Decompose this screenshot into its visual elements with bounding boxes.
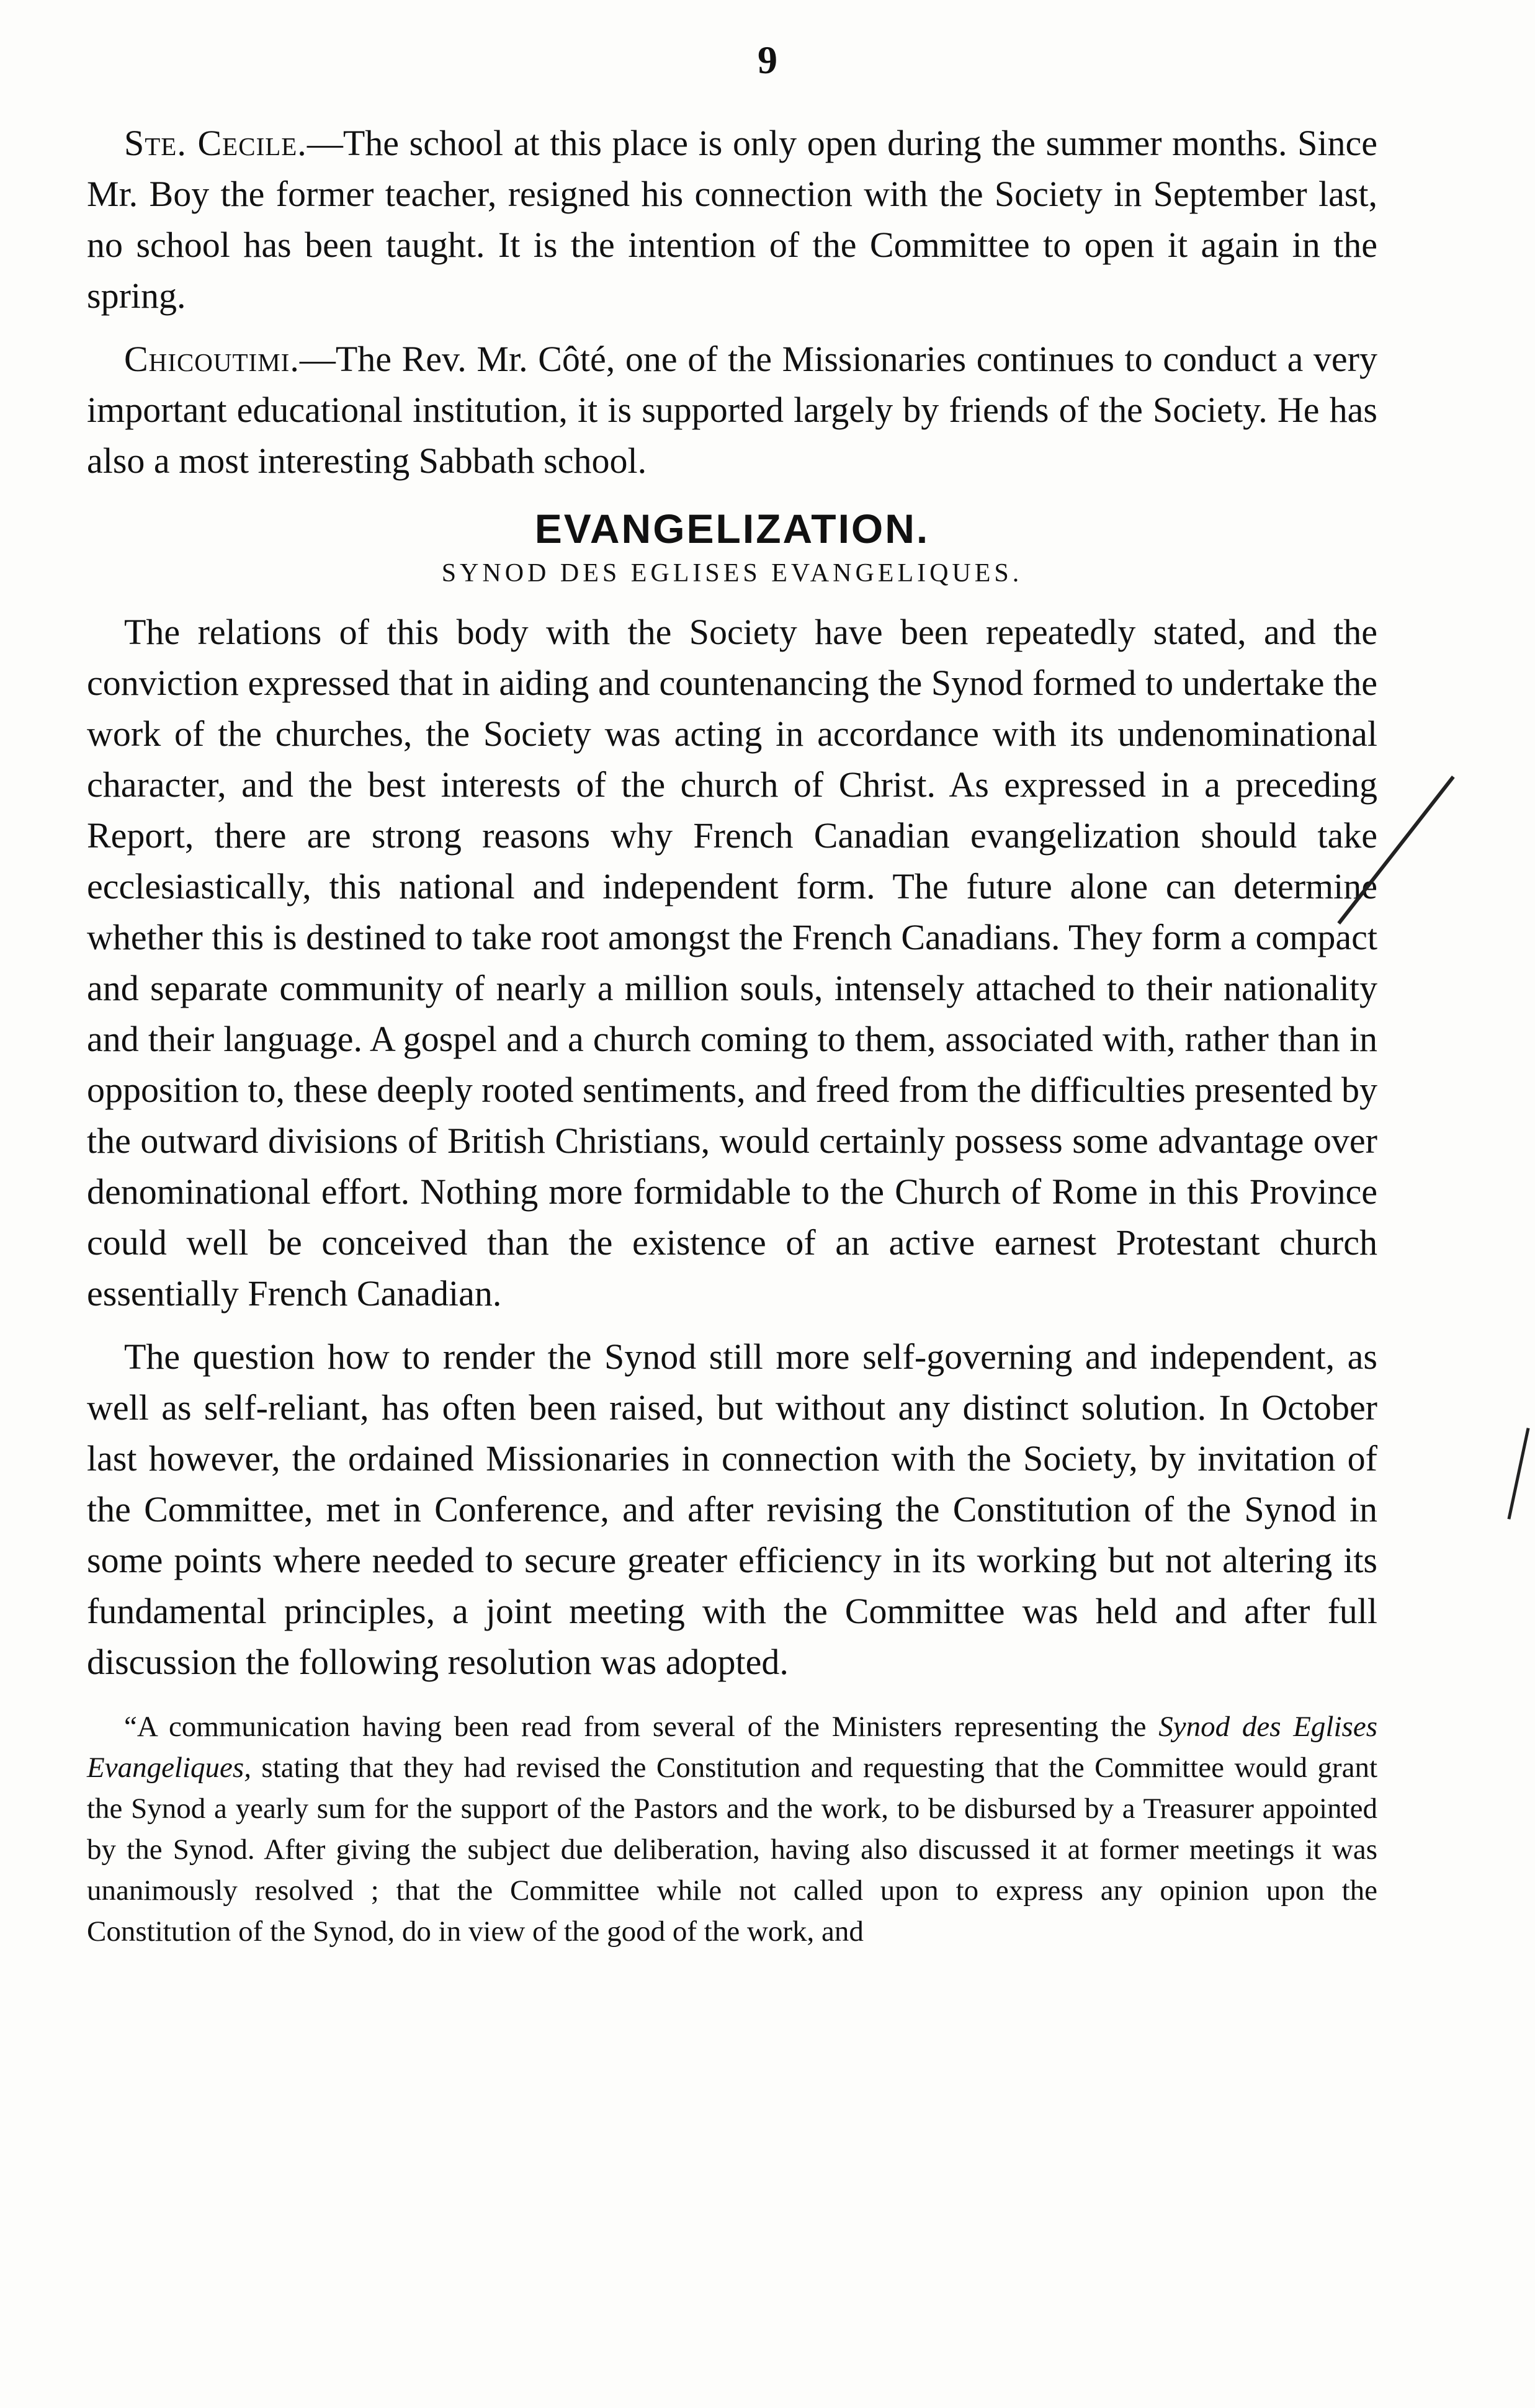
quote-after: stating that they had revised the Constitution and requesting that the Committee would grant the Synod a yearly sum for the support of the Pastors and the work, to be disbursed by a Treasurer appointed by the Synod. After giving the subject due deliberation, having also discussed it at former meetings it was unanimously resolved ; that the Committee while not called upon to express any opinion upon the Constitution of the Synod, do in view of the good of the work, and (87, 1752, 1377, 1948)
margin-pen-stroke-lower (1507, 1428, 1529, 1520)
chicoutimi-paragraph (87, 334, 1377, 486)
text-column (87, 118, 1377, 1981)
ste-cecile-lead: Ste. Cecile. (124, 123, 307, 163)
quote-italic-synod: Synod des Eglises Evangeliques, (87, 1711, 1377, 1784)
body-paragraph-relations: The relations of this body with the Society have been repeatedly stated, and the conviction expressed that in aiding and countenancing the Synod formed to undertake the work of the churches, the Society was acting in accordance with its undenominational character, and the best interests of the church of Christ. As expressed in a preceding Report, there are strong reasons why French Canadian evangelization should take ecclesiastically, this national and independent form. The future alone can determine whether this is destined to take root amongst the French Canadians. They form a compact and separate community of nearly a million souls, intensely attached to their nationality and their language. A gospel and a church coming to them, associated with, rather than in opposition to, these deeply rooted sentiments, and freed from the difficulties presented by the outward divisions of British Christians, would certainly possess some advantage over denominational effort. Nothing more formidable to the Church of Rome in this Province could well be conceived than the existence of an active earnest Protestant church essentially French Canadian. (87, 612, 1377, 1314)
page-number: 9 (758, 38, 777, 82)
ste-cecile-body: —The school at this place is only open during the summer months. Since Mr. Boy the former teacher, resigned his connection with the Society in September last, no school has been taught. It is the intention of the Committee to open it again in the spring. (87, 123, 1377, 316)
body-paragraph-question: The question how to render the Synod still more self-governing and independent, as well as self-reliant, has often been raised, but without any distinct solution. In October last however, the ordained Missionaries in connection with the Society, by invitation of the Committee, met in Conference, and after revising the Constitution of the Synod in some points where needed to secure greater efficiency in its working but not altering its fundamental principles, a joint meeting with the Committee was held and after full discussion the following resolution was adopted. (87, 1336, 1377, 1682)
quote-before: “A communication having been read from several of the Ministers representing the (124, 1711, 1159, 1743)
section-subheading: SYNOD DES EGLISES EVANGELIQUES. (441, 559, 1023, 588)
chicoutimi-lead: Chicoutimi. (124, 339, 300, 379)
resolution-quote (87, 1706, 1377, 1952)
chicoutimi-body: —The Rev. Mr. Côté, one of the Missionaries continues to conduct a very important educational institution, it is supported largely by friends of the Society. He has also a most interesting Sabbath school. (87, 339, 1377, 481)
ste-cecile-paragraph (87, 118, 1377, 321)
section-heading: EVANGELIZATION. (534, 506, 930, 552)
